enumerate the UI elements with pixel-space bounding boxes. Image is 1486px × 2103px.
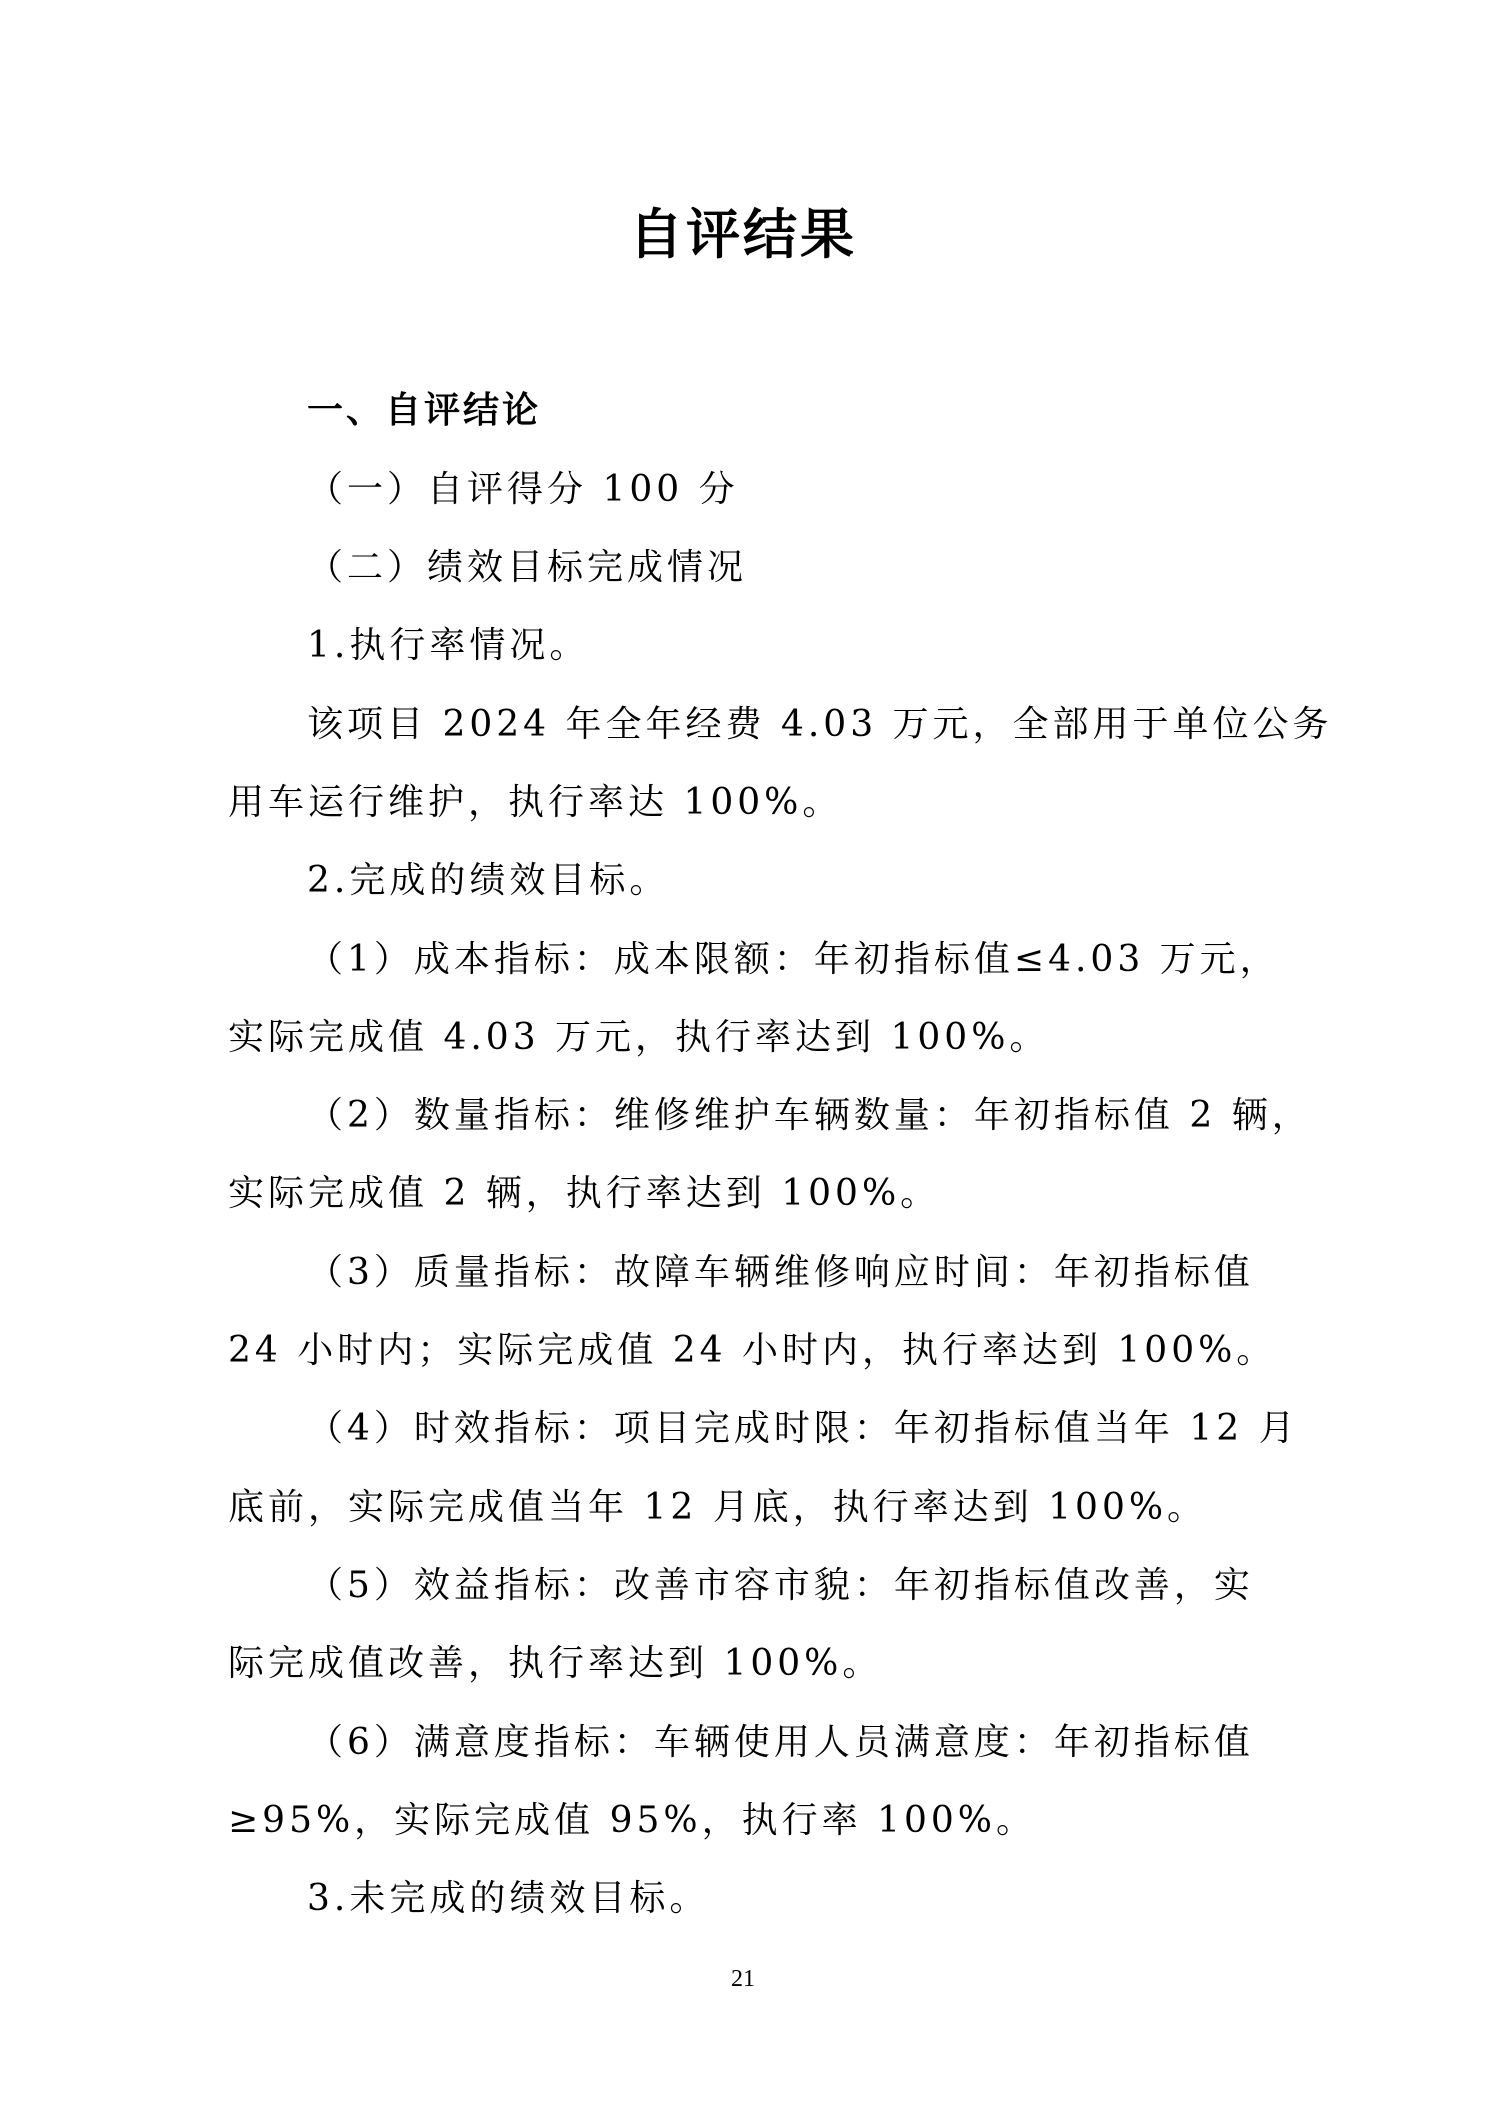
paragraph-line: 实际完成值 4.03 万元，执行率达到 100%。 [228,1017,1050,1058]
paragraph-line: （3）质量指标：故障车辆维修响应时间：年初指标值 [307,1252,1254,1293]
page-title: 自评结果 [629,203,857,266]
paragraph-line: （5）效益指标：改善市容市貌：年初指标值改善，实 [307,1565,1254,1606]
paragraph-line: （4）时效指标：项目完成时限：年初指标值当年 12 月 [307,1408,1299,1449]
item-execution-rate-heading: 1.执行率情况。 [307,625,590,666]
item-uncompleted-goals-heading: 3.未完成的绩效目标。 [307,1878,710,1919]
paragraph-line: 用车运行维护，执行率达 100%。 [228,782,843,823]
section-heading-self-evaluation-conclusion: 一、自评结论 [307,390,542,431]
paragraph-line: 底前，实际完成值当年 12 月底，执行率达到 100%。 [228,1487,1208,1528]
subheading-performance-goal-completion: （二）绩效目标完成情况 [307,547,748,588]
paragraph-line: 该项目 2024 年全年经费 4.03 万元，全部用于单位公务 [307,704,1333,745]
paragraph-line: ≥95%，实际完成值 95%，执行率 100%。 [228,1800,1037,1841]
page-number: 21 [731,1966,755,1992]
paragraph-line: （1）成本指标：成本限额：年初指标值≤4.03 万元， [307,939,1280,980]
paragraph-line: （2）数量指标：维修维护车辆数量：年初指标值 2 辆， [307,1095,1312,1136]
subheading-self-score: （一）自评得分 100 分 [307,469,739,510]
paragraph-line: （6）满意度指标：车辆使用人员满意度：年初指标值 [307,1722,1254,1763]
paragraph-line: 24 小时内；实际完成值 24 小时内，执行率达到 100%。 [228,1330,1277,1371]
paragraph-line: 实际完成值 2 辆，执行率达到 100%。 [228,1173,941,1214]
paragraph-line: 际完成值改善，执行率达到 100%。 [228,1643,883,1684]
item-completed-goals-heading: 2.完成的绩效目标。 [307,860,670,901]
